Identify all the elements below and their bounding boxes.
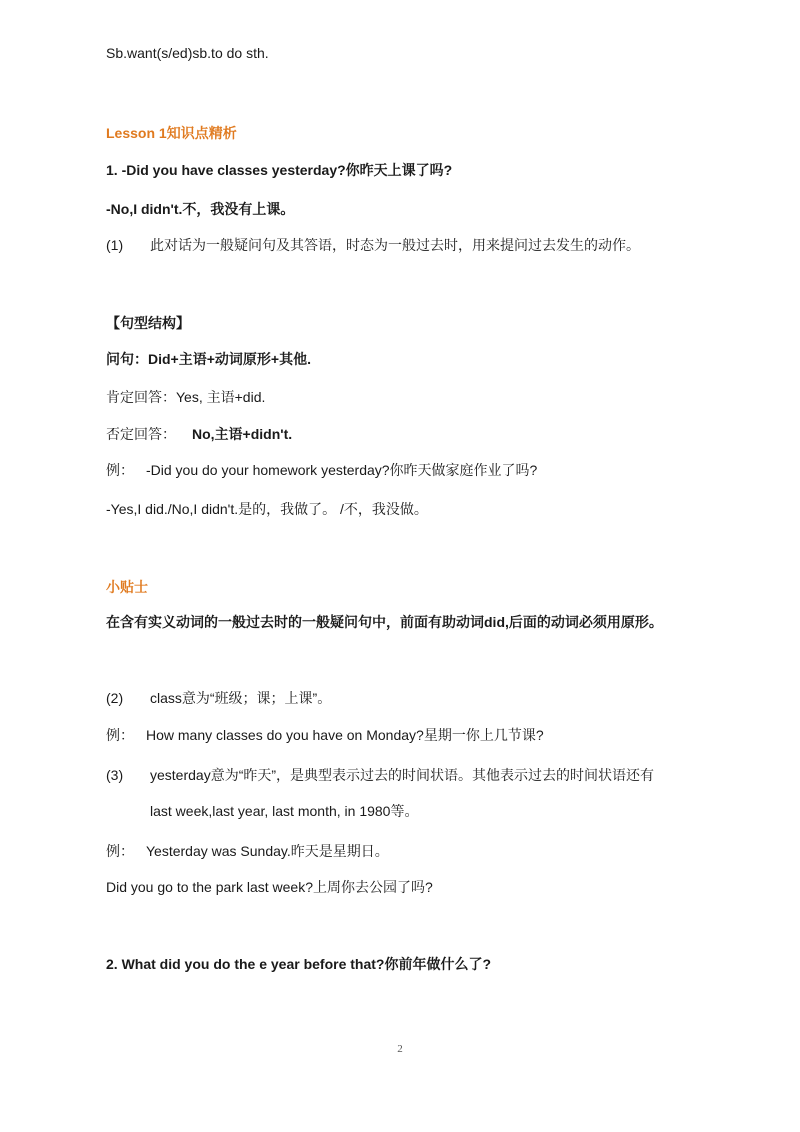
phrase-want-sb-to-do: Sb.want(s/ed)sb.to do sth. xyxy=(106,45,269,61)
structure-negative xyxy=(106,425,292,443)
structure-affirmative: 肯定回答：Yes, 主语+did. xyxy=(106,389,266,405)
page-number: 2 xyxy=(397,1043,403,1055)
note-3 xyxy=(106,766,654,784)
tips-text: 在含有实义动词的一般过去时的一般疑问句中，前面有助动词did,后面的动词必须用原形。 xyxy=(106,614,663,630)
example-3-label: 例： xyxy=(106,843,134,859)
note-1-number: (1) xyxy=(106,237,124,253)
structure-heading: 【句型结构】 xyxy=(106,315,190,331)
section-heading-lesson1: Lesson 1知识点精析 xyxy=(106,125,237,141)
example-3-second: Did you go to the park last week?上周你去公园了吗? xyxy=(106,879,433,895)
note-2 xyxy=(106,689,331,707)
note-1 xyxy=(106,236,640,254)
example-3 xyxy=(106,842,389,860)
tips-heading: 小贴士 xyxy=(106,579,148,595)
structure-negative-form: No,主语+didn't. xyxy=(192,426,293,442)
example-2-text: How many classes do you have on Monday?星期一你上几节课? xyxy=(146,727,544,743)
example-1 xyxy=(106,461,537,479)
example-1-text: -Did you do your homework yesterday?你昨天做家庭作业了吗? xyxy=(146,462,538,478)
point-1-answer: -No,I didn't.不，我没有上课。 xyxy=(106,201,295,217)
example-1-answer: -Yes,I did./No,I didn't.是的，我做了。 /不，我没做。 xyxy=(106,501,428,517)
note-3-text: yesterday意为“昨天”，是典型表示过去的时间状语。其他表示过去的时间状语还有 xyxy=(150,767,655,783)
example-3-text: Yesterday was Sunday.昨天是星期日。 xyxy=(146,843,389,859)
example-2 xyxy=(106,726,544,744)
example-2-label: 例： xyxy=(106,727,134,743)
note-3-continued: last week,last year, last month, in 1980等。 xyxy=(150,803,419,819)
structure-negative-label: 否定回答： xyxy=(106,426,176,442)
note-3-number: (3) xyxy=(106,767,124,783)
point-1-question: 1. -Did you have classes yesterday?你昨天上课了吗? xyxy=(106,162,453,178)
note-2-number: (2) xyxy=(106,690,124,706)
note-2-text: class意为“班级；课；上课”。 xyxy=(150,690,332,706)
example-1-label: 例： xyxy=(106,462,134,478)
note-1-text: 此对话为一般疑问句及其答语，时态为一般过去时，用来提问过去发生的动作。 xyxy=(150,237,640,253)
structure-question: 问句：Did+主语+动词原形+其他. xyxy=(106,351,311,367)
point-2-question: 2. What did you do the e year before that?你前年做什么了? xyxy=(106,956,492,972)
